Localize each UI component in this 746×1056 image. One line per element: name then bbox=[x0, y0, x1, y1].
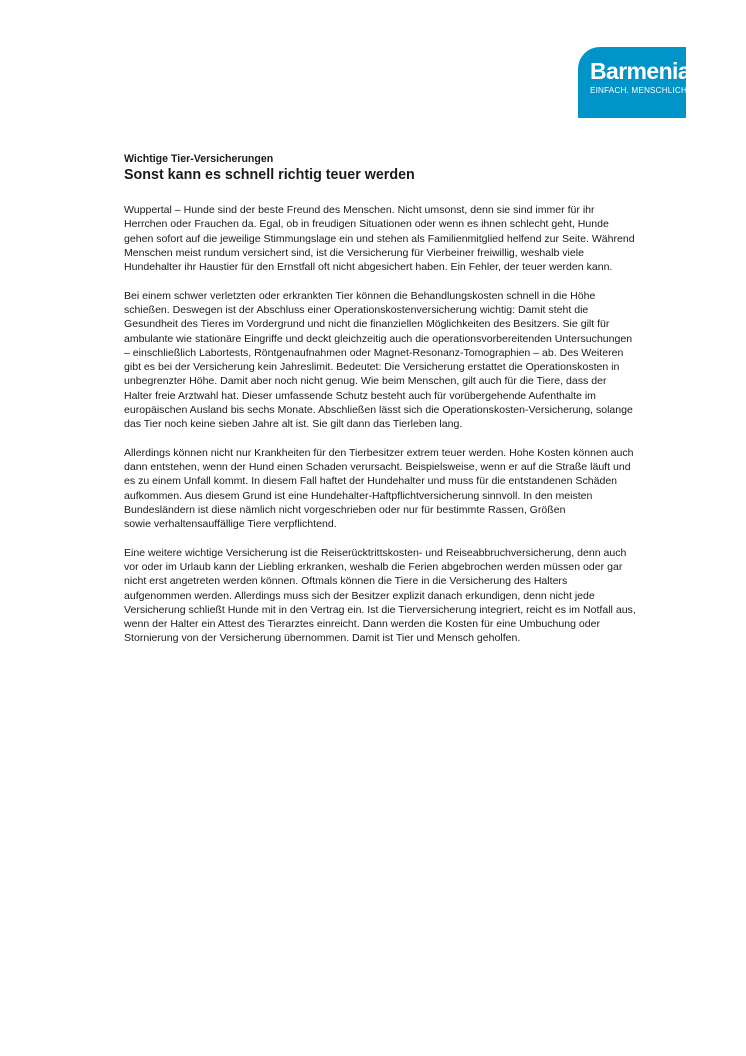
paragraph-line: Halter freie Arztwahl hat. Dieser umfassende Schutz besteht auch für vorübergehende Aufenthalte im bbox=[124, 389, 596, 402]
article-paragraph bbox=[124, 203, 684, 274]
paragraph-line: es zu einem Unfall kommt. In diesem Fall haftet der Hundehalter und muss für die entstandenen Schäden bbox=[124, 475, 618, 488]
paragraph-line: Herrchen oder Frauchen da. Egal, ob in freudigen Situationen oder wenn es ihnen schlecht geht, Hunde bbox=[124, 218, 609, 231]
paragraph-line: Bei einem schwer verletzten oder erkrankten Tier können die Behandlungskosten schnell in die Höhe bbox=[124, 289, 596, 302]
article-paragraph bbox=[124, 289, 684, 432]
article-headline: Sonst kann es schnell richtig teuer werden bbox=[124, 167, 415, 183]
paragraph-line: vor oder im Urlaub kann der Liebling erkranken, weshalb die Ferien abgebrochen werden müssen oder gar bbox=[124, 561, 623, 573]
paragraph-line: unbegrenzter Höhe. Damit aber noch nicht genug. Wie beim Menschen, gilt auch für die Tiere, dass der bbox=[124, 375, 607, 388]
paragraph-line: Eine weitere wichtige Versicherung ist die Reiserücktrittskosten- und Reiseabbruchversicherung, denn auch bbox=[124, 546, 627, 559]
paragraph-line: europäischen Ausland bis sechs Monate. Abschließen lässt sich die Operationskosten-Versicherung, solange bbox=[124, 403, 633, 416]
paragraph-line: Stornierung von der Versicherung übernommen. Damit ist Tier und Mensch geholfen. bbox=[124, 632, 521, 645]
paragraph-line: aufkommen. Aus diesem Grund ist eine Hundehalter-Haftpflichtversicherung sinnvoll. In den meisten bbox=[124, 489, 593, 502]
paragraph-line: Versicherung schließt Hunde mit in den Vertrag ein. Ist die Tierversicherung integriert, reicht es im Notfall aus, bbox=[124, 603, 636, 616]
article-body bbox=[124, 203, 684, 646]
article bbox=[124, 153, 684, 660]
paragraph-line: schießen. Deswegen ist der Abschluss einer Operationskostenversicherung wichtig: Damit steht die bbox=[124, 304, 589, 316]
article-paragraph bbox=[124, 446, 684, 532]
paragraph-line: Gesundheit des Tieres im Vordergrund und nicht die finanziellen Möglichkeiten des Besitzers. Sie gilt für bbox=[124, 318, 610, 331]
article-kicker: Wichtige Tier-Versicherungen bbox=[124, 153, 274, 165]
paragraph-line: gehen sofort auf die jeweilige Stimmungslage ein und stehen als Familienmitglied helfend zur Seite. Während bbox=[124, 232, 635, 245]
paragraph-line: Wuppertal – Hunde sind der beste Freund des Menschen. Nicht umsonst, denn sie sind immer für ihr bbox=[124, 204, 595, 216]
paragraph-line: Hundehalter ihr Haustier für den Ernstfall oft nicht abgesichert haben. Ein Fehler, der teuer werden kann. bbox=[124, 261, 613, 273]
paragraph-line: Allerdings können nicht nur Krankheiten für den Tierbesitzer extrem teuer werden. Hohe Kosten können auch bbox=[124, 446, 634, 459]
logo-tagline: EINFACH. MENSCHLICH. bbox=[590, 86, 690, 95]
article-paragraph bbox=[124, 546, 684, 646]
paragraph-line: – einschließlich Labortests, Röntgenaufnahmen oder Magnet-Resonanz-Tomographien – ab. Des Weiteren bbox=[124, 346, 624, 359]
logo-brand-name: Barmenia bbox=[590, 58, 691, 84]
paragraph-line: Menschen meist rundum versichert sind, ist die Versicherung für Vierbeiner freiwillig, weshalb viele bbox=[124, 246, 584, 259]
paragraph-line: das Tier noch keine sieben Jahre alt ist. Sie gilt dann das Tierleben lang. bbox=[124, 418, 463, 430]
paragraph-line: sowie verhaltensauffällige Tiere verpflichtend. bbox=[124, 518, 337, 530]
paragraph-line: dann entstehen, wenn der Hund einen Schaden verursacht. Beispielsweise, wenn er auf die Straße läuft und bbox=[124, 461, 631, 473]
paragraph-line: wenn der Halter ein Attest des Tierarztes einreicht. Dann werden die Kosten für eine Umbuchung oder bbox=[124, 618, 601, 630]
paragraph-line: aufgenommen werden. Allerdings muss sich der Besitzer explizit danach erkundigen, denn nicht jede bbox=[124, 589, 595, 602]
paragraph-line: nicht erst angetreten werden können. Oftmals können die Tiere in die Versicherung des Halters bbox=[124, 575, 568, 588]
paragraph-line: gibt es bei der Versicherung kein Jahreslimit. Bedeutet: Die Versicherung erstattet die Operationskosten in bbox=[124, 361, 620, 373]
paragraph-line: Bundesländern ist diese nämlich nicht vorgeschrieben oder nur für bestimmte Rassen, Größen bbox=[124, 503, 566, 516]
barmenia-logo bbox=[578, 47, 691, 118]
paragraph-line: ambulante wie stationäre Eingriffe und deckt gleichzeitig auch die operationsvorbereitenden Untersuchungen bbox=[124, 332, 633, 345]
